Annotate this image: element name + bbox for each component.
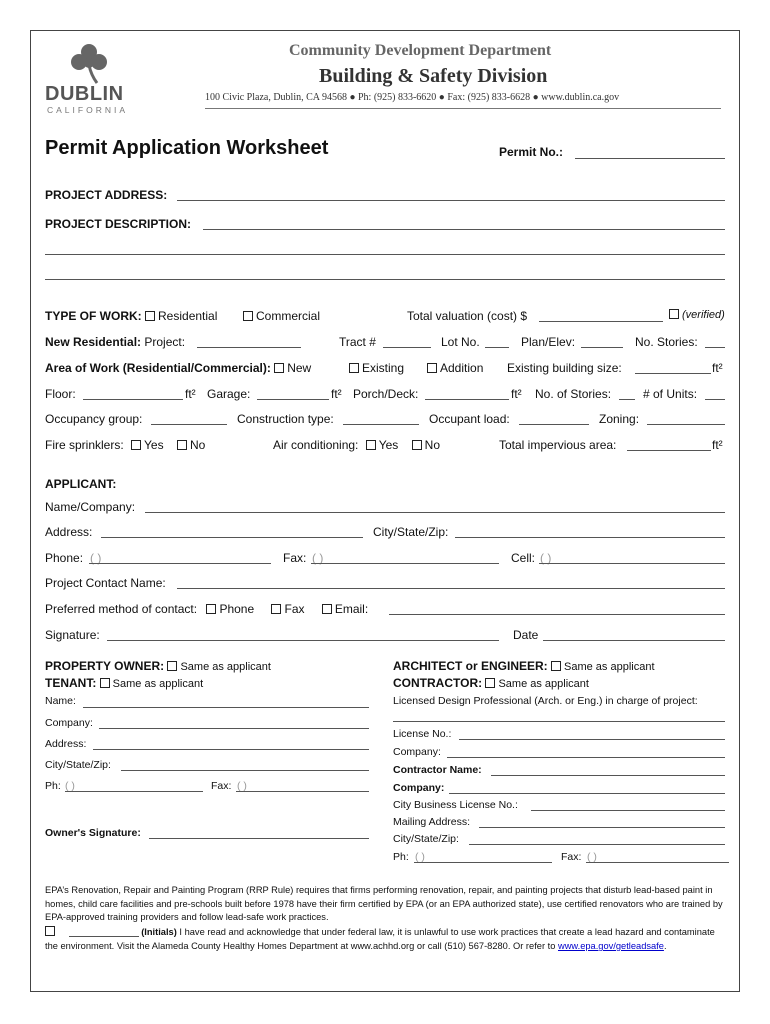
verified-option (669, 309, 725, 321)
contact-name-field[interactable] (177, 588, 725, 589)
air-yes-label: Yes (378, 438, 399, 452)
epa-period: . (663, 941, 667, 951)
occupant-load-label: Occupant load: (429, 412, 510, 426)
existing-checkbox[interactable] (349, 363, 359, 373)
department-name: Community Development Department (289, 42, 552, 59)
contractor-fax-label: Fax: (561, 851, 582, 863)
project-description-field-1[interactable] (203, 229, 725, 230)
email-field[interactable] (389, 614, 725, 615)
num-stories-field[interactable] (619, 399, 635, 400)
contractor-fax-paren: ( ) (587, 851, 597, 863)
project-label: Project: (144, 335, 186, 349)
owner-address-field[interactable] (93, 749, 369, 750)
owner-ph-paren: ( ) (65, 780, 75, 792)
units-field[interactable] (705, 399, 725, 400)
epa-text-4-row (45, 941, 667, 951)
epa-checkbox[interactable] (45, 926, 55, 936)
commercial-label: Commercial (256, 309, 321, 323)
porch-label: Porch/Deck: (353, 387, 419, 401)
new-residential-row (45, 335, 185, 349)
email-checkbox[interactable] (322, 604, 332, 614)
commercial-checkbox[interactable] (243, 311, 253, 321)
contractor-city-label: City/State/Zip: (393, 833, 459, 845)
construction-label: Construction type: (237, 412, 334, 426)
owner-city-label: City/State/Zip: (45, 759, 111, 771)
existing-option (349, 361, 404, 375)
air-no-label: No (424, 438, 440, 452)
garage-label: Garage: (207, 387, 251, 401)
license-no-label: License No.: (393, 728, 452, 740)
fax-option-label: Fax (284, 602, 305, 616)
tract-label: Tract # (339, 335, 376, 349)
license-no-field[interactable] (459, 739, 725, 740)
architect-row (393, 659, 655, 673)
applicant-name-field[interactable] (145, 512, 725, 513)
phone-checkbox[interactable] (206, 604, 216, 614)
owner-address-label: Address: (45, 738, 87, 750)
air-label: Air conditioning: (273, 438, 359, 452)
contractor-company-label: Company: (393, 782, 445, 794)
architect-company-field[interactable] (447, 757, 725, 758)
sprinklers-label: Fire sprinklers: (45, 438, 124, 452)
plan-label: Plan/Elev: (521, 335, 576, 349)
mailing-label: Mailing Address: (393, 816, 471, 828)
owner-name-field[interactable] (83, 707, 369, 708)
form-page (30, 30, 740, 992)
contractor-name-label: Contractor Name: (393, 764, 482, 776)
occupancy-field[interactable] (151, 424, 227, 425)
new-checkbox[interactable] (274, 363, 284, 373)
contractor-name-field[interactable] (491, 775, 725, 776)
applicant-city-field[interactable] (455, 537, 725, 538)
porch-field[interactable] (425, 399, 509, 400)
residential-checkbox[interactable] (145, 311, 155, 321)
tenant-row (45, 676, 203, 690)
type-of-work-row (45, 309, 217, 323)
contractor-fax-field[interactable] (586, 862, 729, 863)
tract-field[interactable] (383, 347, 431, 348)
epa-text-2: homes, child care facilities and pre-schools built before 1978 have their firm certified by EPA (or an EPA authorized state), use certified renovators who are trained by (45, 898, 723, 909)
mailing-field[interactable] (479, 827, 725, 828)
logo-word: DUBLIN (45, 83, 124, 105)
property-owner-row (45, 659, 271, 673)
impervious-unit: ft² (712, 438, 723, 452)
plan-field[interactable] (581, 347, 623, 348)
epa-ack: I have read and acknowledge that under federal law, it is unlawful to use work practices that create a lead hazard and contaminate (179, 927, 715, 937)
construction-field[interactable] (343, 424, 419, 425)
applicant-address-field[interactable] (101, 537, 363, 538)
applicant-fax-paren: ( ) (312, 551, 324, 565)
applicant-cell-field[interactable] (539, 563, 725, 564)
fax-checkbox[interactable] (271, 604, 281, 614)
header-rule (205, 108, 721, 109)
air-row (273, 438, 440, 452)
project-description-label: PROJECT DESCRIPTION: (45, 217, 192, 231)
num-stories-label: No. of Stories: (535, 387, 612, 401)
header-address-line: 100 Civic Plaza, Dublin, CA 94568 ● Ph: (925) 833-6620 ● Fax: (925) 833-6628 ● www.dublin.ca.gov (205, 92, 620, 103)
verified-label: (verified) (682, 309, 725, 321)
project-address-label: PROJECT ADDRESS: (45, 188, 168, 202)
shamrock-logo-icon (67, 41, 111, 85)
owner-name-label: Name: (45, 695, 76, 707)
applicant-name-label: Name/Company: (45, 500, 136, 514)
division-name: Building & Safety Division (319, 65, 548, 87)
applicant-fax-label: Fax: (283, 551, 307, 565)
date-label: Date (513, 628, 539, 642)
stories-field[interactable] (705, 347, 725, 348)
valuation-label: Total valuation (cost) $ (407, 309, 528, 323)
applicant-phone-label: Phone: (45, 551, 84, 565)
lot-label: Lot No. (441, 335, 480, 349)
owner-company-label: Company: (45, 717, 93, 729)
residential-label: Residential (158, 309, 218, 323)
contractor-ph-field[interactable] (414, 862, 552, 863)
owner-signature-label: Owner's Signature: (45, 827, 141, 839)
epa-notice (45, 884, 723, 925)
page-title: Permit Application Worksheet (45, 137, 329, 159)
addition-checkbox[interactable] (427, 363, 437, 373)
occupancy-label: Occupancy group: (45, 412, 143, 426)
contractor-ph-paren: ( ) (415, 851, 425, 863)
architect-company-label: Company: (393, 746, 441, 758)
licensed-label: Licensed Design Professional (Arch. or Eng.) in charge of project: (393, 695, 698, 707)
addition-option (427, 361, 483, 375)
owner-signature-field[interactable] (149, 838, 369, 839)
owner-city-field[interactable] (121, 770, 369, 771)
preferred-row (45, 602, 368, 616)
logo-sub: CALIFORNIA (47, 105, 129, 115)
city-license-field[interactable] (531, 810, 725, 811)
air-no-checkbox[interactable] (412, 440, 422, 450)
contractor-company-field[interactable] (449, 793, 725, 794)
project-field[interactable] (197, 347, 301, 348)
contractor-row (393, 676, 589, 690)
epa-text-1: EPA’s Renovation, Repair and Painting Program (RRP Rule) requires that firms performing renovation, repair, and painting projects that disturb lead-based paint in (45, 885, 713, 895)
epa-text-3: EPA-approved training providers and follow lead-safe work practices. (45, 912, 329, 922)
garage-field[interactable] (257, 399, 329, 400)
garage-unit: ft² (331, 387, 342, 401)
epa-link[interactable]: www.epa.gov/getleadsafe (557, 941, 664, 951)
epa-initials-row (45, 926, 715, 937)
existing-size-field[interactable] (635, 373, 711, 374)
project-description-field-3[interactable] (45, 279, 725, 280)
applicant-cell-label: Cell: (511, 551, 536, 565)
sprinklers-yes-label: Yes (144, 438, 164, 452)
lot-field[interactable] (485, 347, 509, 348)
phone-option-label: Phone (219, 602, 255, 616)
valuation-field[interactable] (539, 321, 663, 322)
licensed-field[interactable] (393, 721, 725, 722)
contact-name-label: Project Contact Name: (45, 576, 166, 590)
commercial-option (243, 309, 320, 323)
new-label: New (287, 361, 312, 375)
tenant-label: TENANT: (45, 676, 97, 690)
floor-unit: ft² (185, 387, 196, 401)
initials-label: (Initials) (141, 927, 177, 937)
permit-no-field[interactable] (575, 158, 725, 159)
applicant-phone-paren: ( ) (90, 551, 102, 565)
porch-unit: ft² (511, 387, 522, 401)
architect-same-label: Same as applicant (564, 661, 655, 673)
impervious-label: Total impervious area: (499, 438, 617, 452)
owner-same-checkbox[interactable] (167, 661, 177, 671)
permit-no-label: Permit No.: (499, 145, 564, 159)
area-of-work-row (45, 361, 311, 375)
applicant-phone-field[interactable] (89, 563, 271, 564)
existing-size-unit: ft² (712, 361, 723, 375)
email-option-label: Email: (334, 602, 369, 616)
applicant-fax-field[interactable] (311, 563, 499, 564)
preferred-label: Preferred method of contact: (45, 602, 198, 616)
signature-label: Signature: (45, 628, 100, 642)
sprinklers-yes-checkbox[interactable] (131, 440, 141, 450)
air-yes-checkbox[interactable] (366, 440, 376, 450)
date-field[interactable] (543, 640, 725, 641)
addition-label: Addition (440, 361, 484, 375)
property-owner-label: PROPERTY OWNER: (45, 659, 165, 673)
applicant-cell-paren: ( ) (540, 551, 552, 565)
applicant-address-label: Address: (45, 525, 93, 539)
owner-ph-field[interactable] (65, 791, 203, 792)
contractor-city-field[interactable] (469, 844, 725, 845)
applicant-city-label: City/State/Zip: (373, 525, 449, 539)
new-residential-label: New Residential: (45, 335, 142, 349)
zoning-field[interactable] (647, 424, 725, 425)
sprinklers-no-checkbox[interactable] (177, 440, 187, 450)
owner-same-label: Same as applicant (180, 661, 271, 673)
signature-field[interactable] (107, 640, 499, 641)
contractor-ph-label: Ph: (393, 851, 409, 863)
verified-checkbox[interactable] (669, 309, 679, 319)
sprinklers-row (45, 438, 205, 452)
stories-label: No. Stories: (635, 335, 698, 349)
sprinklers-no-label: No (189, 438, 206, 452)
applicant-heading: APPLICANT: (45, 477, 117, 491)
impervious-field[interactable] (627, 450, 711, 451)
owner-company-field[interactable] (99, 728, 369, 729)
owner-fax-paren: ( ) (237, 780, 247, 792)
existing-size-label: Existing building size: (507, 361, 622, 375)
tenant-same-label: Same as applicant (112, 678, 204, 690)
zoning-label: Zoning: (599, 412, 640, 426)
owner-fax-field[interactable] (236, 791, 369, 792)
architect-label: ARCHITECT or ENGINEER: (393, 659, 548, 673)
floor-label: Floor: (45, 387, 76, 401)
project-description-field-2[interactable] (45, 254, 725, 255)
occupant-load-field[interactable] (519, 424, 589, 425)
contractor-label: CONTRACTOR: (393, 676, 483, 690)
tenant-same-checkbox[interactable] (100, 678, 110, 688)
initials-field[interactable] (69, 926, 139, 937)
floor-field[interactable] (83, 399, 183, 400)
city-license-label: City Business License No.: (393, 799, 518, 811)
owner-ph-label: Ph: (45, 780, 61, 792)
contractor-same-label: Same as applicant (498, 678, 589, 690)
project-address-field[interactable] (177, 200, 725, 201)
owner-fax-label: Fax: (211, 780, 232, 792)
existing-label: Existing (362, 361, 405, 375)
architect-same-checkbox[interactable] (551, 661, 561, 671)
area-of-work-label: Area of Work (Residential/Commercial): (45, 361, 271, 375)
epa-text-4: the environment. Visit the Alameda County Healthy Homes Department at www.achhd.org or call (510) 567-8280. Or refer to (45, 941, 556, 951)
contractor-same-checkbox[interactable] (485, 678, 495, 688)
units-label: # of Units: (643, 387, 698, 401)
type-of-work-label: TYPE OF WORK: (45, 309, 142, 323)
